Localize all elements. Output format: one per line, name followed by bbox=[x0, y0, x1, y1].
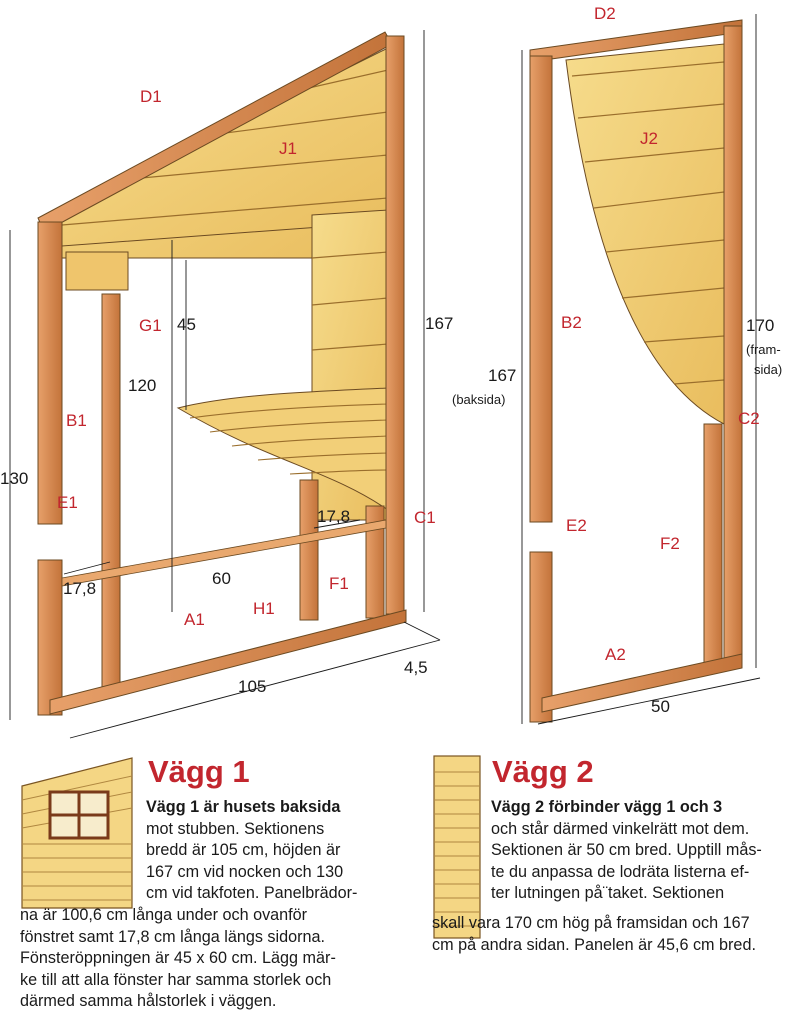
wall-1-drawing bbox=[0, 30, 453, 738]
label-c1: C1 bbox=[414, 508, 436, 527]
wall-1-line-2: bredd är 105 cm, höjden är bbox=[146, 841, 341, 860]
wall-2-line-5: skall vara 170 cm hög på framsidan och 167 bbox=[432, 914, 750, 932]
label-d1: D1 bbox=[140, 87, 162, 106]
wall-1-lead: Vägg 1 är husets baksida bbox=[146, 798, 341, 816]
dim-side-panel-left: 17,8 bbox=[63, 579, 97, 598]
label-e1: E1 bbox=[57, 493, 78, 512]
wall-1-description-bottom bbox=[20, 905, 412, 1013]
label-b1: B1 bbox=[66, 411, 87, 430]
dim-width-2: 50 bbox=[651, 697, 670, 716]
wall-2-lead: Vägg 2 förbinder vägg 1 och 3 bbox=[491, 798, 723, 816]
wall-1-line-1: mot stubben. Sektionens bbox=[146, 819, 325, 838]
dim-window-height: 45 bbox=[177, 315, 196, 334]
wall-2-curled-cladding bbox=[566, 44, 724, 424]
wall-1-left-stud-upper bbox=[38, 222, 62, 524]
label-e2: E2 bbox=[566, 516, 587, 535]
label-f2: F2 bbox=[660, 534, 680, 553]
dim-height-back-note: (baksida) bbox=[452, 392, 506, 407]
label-g1: G1 bbox=[139, 316, 162, 335]
dim-sill-height: 120 bbox=[128, 376, 157, 395]
dim-height-front: 170 bbox=[746, 316, 775, 335]
wall-1-line-9: därmed samma hålstorlek i väggen. bbox=[20, 992, 277, 1011]
dim-height-back: 167 bbox=[488, 366, 517, 385]
label-c2: C2 bbox=[738, 409, 760, 428]
wall-2-description-top bbox=[491, 797, 803, 905]
wall-2-line-1: och står därmed vinkelrätt mot dem. bbox=[491, 819, 750, 838]
dim-height-front-note-2: sida) bbox=[754, 362, 783, 377]
wall-1-title: Vägg 1 bbox=[148, 754, 250, 789]
wall-2-inner-stud bbox=[704, 424, 722, 664]
wall-2-left-stud-upper bbox=[530, 56, 552, 522]
wall-2-line-4: ter lutningen på¨taket. Sektionen bbox=[491, 884, 725, 903]
label-b2: B2 bbox=[561, 313, 582, 332]
wall-2-title: Vägg 2 bbox=[492, 754, 594, 789]
dim-height-front-note-1: (fram- bbox=[746, 342, 781, 357]
wall-2-line-3: te du anpassa de lodräta listerna ef- bbox=[491, 862, 750, 881]
wall-1-thumbnail bbox=[20, 756, 136, 910]
wall-2-line-6: cm på andra sidan. Panelen är 45,6 cm bred. bbox=[432, 935, 756, 954]
dim-window-width: 60 bbox=[212, 569, 231, 588]
wall-1-window-jamb-g1 bbox=[102, 294, 120, 688]
label-d2: D2 bbox=[594, 4, 616, 23]
label-a1: A1 bbox=[184, 610, 205, 629]
dim-height-eave: 130 bbox=[0, 469, 29, 488]
wall-2-drawing bbox=[452, 4, 782, 724]
label-j2: J2 bbox=[640, 129, 658, 148]
wall-1-line-7: Fönsteröppningen är 45 x 60 cm. Lägg mär- bbox=[20, 949, 336, 968]
wall-2-right-stud bbox=[724, 26, 742, 664]
label-f1: F1 bbox=[329, 574, 349, 593]
wall-2-bottom-plate bbox=[542, 654, 742, 712]
label-j1: J1 bbox=[279, 139, 297, 158]
dim-height-ridge: 167 bbox=[425, 314, 454, 333]
wall-2-description-bottom bbox=[432, 913, 806, 956]
wall-1-description-top bbox=[146, 797, 406, 905]
wall-1-line-6: fönstret samt 17,8 cm långa längs sidorna. bbox=[20, 927, 326, 946]
dim-depth: 4,5 bbox=[404, 658, 428, 677]
wall-1-line-3: 167 cm vid nocken och 130 bbox=[146, 862, 344, 881]
wall-1-side-block bbox=[66, 252, 128, 290]
wall-1-right-stud bbox=[386, 36, 404, 614]
wall-1-curled-cladding bbox=[178, 388, 388, 510]
wall-1-line-4: cm vid takfoten. Panelbrädor- bbox=[146, 884, 358, 903]
dim-width: 105 bbox=[238, 677, 267, 696]
wall-1-line-5: na är 100,6 cm långa under och ovanför bbox=[20, 906, 308, 924]
wall-2-line-2: Sektionen är 50 cm bred. Upptill mås- bbox=[491, 841, 762, 860]
dim-side-panel-right: 17,8 bbox=[317, 507, 351, 526]
label-a2: A2 bbox=[605, 645, 626, 664]
label-h1: H1 bbox=[253, 599, 275, 618]
wall-1-left-stud-lower bbox=[38, 560, 62, 715]
wall-1-line-8: ke till att alla fönster har samma storlek och bbox=[20, 970, 332, 989]
wall-1-window-jamb-h1 bbox=[300, 480, 318, 620]
